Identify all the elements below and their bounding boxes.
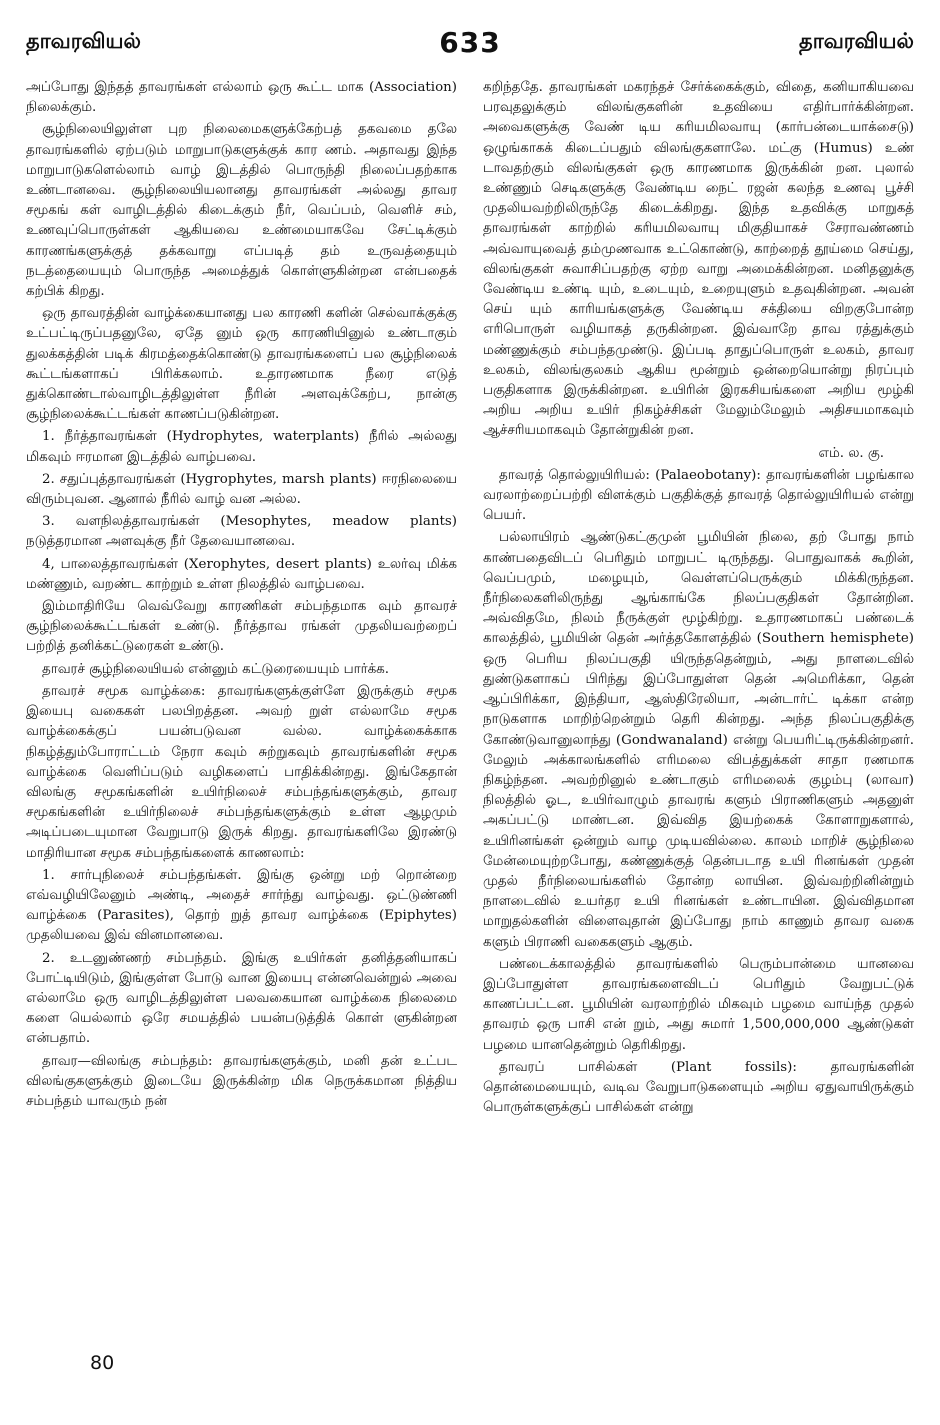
section-paragraph: தாவரச் சமூக வாழ்க்கை: தாவரங்களுக்குள்ளே இருக்கும் சமூக இயைபு வகைகள் பலபிறத்தன. அவற் றுள் எல்லாமே சமூக வாழ்க்கைக்குப் பயன்படுவன வல்ல. வாழ்க்கைக்காக நிகழ்த்தும்போராட்டம் நேரா கவும் சுற்றுகவும் தாவரங்களின் சமூக வாழ்க்கை வெளிப்படும் வழிகளைப் பாதிக்கின்றது. இங்கேதான் விலங்கு சமூகங்களின் உயிர்நிலைச் சம்பந்தங்களுக்கும், தாவர சமூகங்களின் உயிர்நிலைச் சம்பந்தங்களுக்கும் உள்ள ஆழமும் அடிப்படையுமான வேறுபாடு இருக் கிறது. தாவரங்களிலே இரண்டு மாதிரியான சமூக சம்பந்தங்களைக் காணலாம்: <box>26 683 457 861</box>
paragraph: இம்மாதிரியே வெவ்வேறு காரணிகள் சம்பந்தமாக வும் தாவரச் சூழ்நிலைக்கூட்டங்கள் உண்டு. நீர்த்தாவ ரங்கள் முதலியவற்றைப் பற்றித் தனிக்கட்டுரைகள் உண்டு. <box>26 599 457 655</box>
list-item: 2. சதுப்புத்தாவரங்கள் (Hygrophytes, marsh plants) ஈரநிலையை விரும்புவன. ஆனால் நீரில் வாழ் வன அல்ல. <box>26 471 457 508</box>
list-item: 1. சார்புநிலைச் சம்பந்தங்கள். இங்கு ஒன்று மற் றொன்றை எவ்வழியிலேனும் அண்டி, அதைச் சார்ந்து வாழ்வது. ஒட்டுண்ணி வாழ்க்கை (Parasites), தொற் றுத் தாவர வாழ்க்கை (Epiphytes) முதலியவை இவ் வினமானவை. <box>26 867 457 944</box>
list-item: 2. உடனுண்ணற் சம்பந்தம். இங்கு உயிர்கள் தனித்தனியாகப் போட்டியிடும், இங்குள்ள போடு வான இயைபு என்னவென்றுல் அவை எல்லாமே ஒரு வாழிடத்திலுள்ள பலவகையான வாழ்க்கை நிலைமை களை யெல்லாம் ஒரே சமயத்தில் பயன்படுத்திக் கொள் ளுகின்றன என்பதாம். <box>26 950 457 1047</box>
page-header <box>26 20 914 64</box>
list-item: 3. வளநிலத்தாவரங்கள் (Mesophytes, meadow plants) நடுத்தரமான அளவுக்கு நீர் தேவையானவை. <box>26 514 457 550</box>
section-paragraph: தாவர—விலங்கு சம்பந்தம்: தாவரங்களுக்கும், மனி தன் உட்பட விலங்குகளுக்கும் இடையே இருக்கின்ற மிக நெருக்கமான நித்திய சம்பந்தம் யாவரும் நன் <box>26 1053 457 1109</box>
list-item: 4, பாலைத்தாவரங்கள் (Xerophytes, desert plants) உலர்வு மிக்க மண்ணும், வறண்ட காற்றும் உள்ள நிலத்தில் வாழ்பவை. <box>26 556 457 592</box>
list-item: 1. நீர்த்தாவரங்கள் (Hydrophytes, waterplants) நீரில் அல்லது மிகவும் ஈரமான இடத்தில் வாழ்பவை. <box>26 429 457 465</box>
paragraph: ஒரு தாவரத்தின் வாழ்க்கையானது பல காரணி களின் செல்வாக்குக்கு உட்பட்டிருப்பதனுலே, ஏதே னும் ஒரு காரணியினுல் உண்டாகும் துலக்கத்தின் படிக் கிரமத்தைக்கொண்டு தாவரங்களைப் பல சூழ்நிலைக் கூட்டங்களாகப் பிரிக்கலாம். உதாரணமாக நீரை எடுத் துக்கொண்டால்வாழிடத்திலுள்ள நீரின் அளவுக்கேற்ப, நான்கு சூழ்நிலைக்கூட்டங்கள் காணப்படுகின்றன. <box>26 306 457 423</box>
paragraph: பல்லாயிரம் ஆண்டுகட்குமுன் பூமியின் நிலை, தற் போது நாம் காண்பதைவிடப் பெரிதும் மாறுபட் டிருந்தது. பொதுவாகக் கூறின், வெப்பமும், மழையும், வெள்ளப்பெருக்கும் மிக்கிருந்தன. நீர்நிலைகளிலிருந்து ஆங்காங்கே நிலப்பகுதிகள் தோன்றின. அவ்விதமே, நிலம் நீருக்குள் மூழ்கிற்று. உதாரணமாகப் பண்டைக் காலத்தில், பூமியின் தென் அர்த்தகோளத்தில் (Southern hemisphete) ஒரு பெரிய நிலப்பகுதி யிருந்ததென்றும், அது நாளடைவில் துண்டுகளாகப் பிரிந்து இப்போதுள்ள தென் அமெரிக்கா, தென் ஆப்பிரிக்கா, இந்தியா, ஆஸ்திரேலியா, அன்டார்ட் டிக்கா என்ற நாடுகளாக மாறிற்றென்றும் தெரி கின்றது. அந்த நிலப்பகுதிக்கு கோண்டுவானுலாந்து (Gondwanaland) என்று பெயரிட்டிருக்கின்றனர். மேலும் அக்காலங்களில் எரிமலை விபத்துக்கள் சாதா ரணமாக நிகழ்ந்தன. அவற்றினுல் உண்டாகும் எரிமலைக் குழம்பு (லாவா) நிலத்தில் ஓட, உயிர்வாழும் தாவரங் களும் பிராணிகளும் அதனுள் அகப்பட்டு மாண்டன. இவ்வித இயற்கைக் கோளாறுகளால், உயிரினங்கள் ஒன்றும் வாழ முடியவில்லை. காலம் மாறிச் சூழ்நிலை மேன்மையுற்றபோது, கண்ணுக்குத் தென்படாத உயி ரினங்கள் முதன் முதல் நீர்நிலையங்களில் தோன்ற லாயின. இவ்வற்றினின்றும் நாளடைவில் உயர்தர உயி ரினங்கள் உண்டாயின. இவ்விதமான மாறுதல்களின் விளைவுதான் இப்போது நாம் காணும் தாவர வகை களும் பிராணி வகைகளும் ஆகும். <box>483 530 914 950</box>
paragraph: சூழ்நிலையிலுள்ள புற நிலைமைகளுக்கேற்பத் தகவமை தலே தாவரங்களில் ஏற்படும் மாறுபாடுகளுக்குக் கார ணம். அதாவது இந்த மாறுபாடுகளெல்லாம் வாழ் இடத்தில் பொருந்தி நிலைப்பதற்காக உண்டானவை. சூழ்நிலையியலானது தாவரங்கள் அல்லது தாவர சமூகங் கள் வாழிடத்தில் கிடைக்கும் நீர், வெப்பம், வெளிச் சம், உணவுப்பொருள்கள் ஆகியவை உண்மையாகவே சேட்டிக்கும் காரணங்களுக்குத் தக்கவாறு எப்படித் தம் உருவத்தையும் நடத்தையையும் பொருந்த அமைத்துக் கொள்ளுகின்றன என்பதைக் கற்பிக் கிறது. <box>26 122 457 300</box>
section-paragraph: தாவரத் தொல்லுயிரியல்: (Palaeobotany): தாவரங்களின் பழங்கால வரலாற்றைப்பற்றி விளக்கும் பகுதிக்குத் தாவரத் தொல்லுயிரியல் என்று பெயர். <box>483 467 914 524</box>
left-column <box>26 78 457 1340</box>
right-column <box>483 78 914 1340</box>
paragraph: அப்போது இந்தத் தாவரங்கள் எல்லாம் ஒரு கூட்ட மாக (Association) நிலைக்கும். <box>26 80 457 116</box>
text-columns <box>26 78 914 1340</box>
left-running-title: தாவரவியல் <box>26 28 141 53</box>
paragraph: பண்டைக்காலத்தில் தாவரங்களில் பெரும்பான்மை யானவை இப்போதுள்ள தாவரங்களைவிடப் பெரிதும் வேறுபட்டுக் காணப்பட்டன. பூமியின் வரலாற்றில் மிகவும் பழமை வாய்ந்த முதல் தாவரம் ஒரு பாசி என் றும், அது சுமார் 1,500,000,000 ஆண்டுகள் பழமை யானதென்றும் தெரிகிறது. <box>483 956 914 1053</box>
right-running-title: தாவரவியல் <box>799 28 914 53</box>
section-paragraph: தாவரப் பாசில்கள் (Plant fossils): தாவரங்களின் தொன்மையையும், வடிவ வேறுபாடுகளையும் அறிய ஏதுவாயிருக்கும் பொருள்களுக்குப் பாசில்கள் என்று <box>483 1059 914 1116</box>
page-number: 633 <box>439 25 501 59</box>
author-signature: எம். ல. கு. <box>818 445 884 461</box>
paragraph: தாவரச் சூழ்நிலையியல் என்னும் கட்டுரையையும் பார்க்க. <box>42 661 389 677</box>
paragraph: கறிந்ததே. தாவரங்கள் மகரந்தச் சேர்க்கைக்கும், விதை, கனியாகியவை பரவுதலுக்கும் விலங்குகளின் உதவியை எதிர்பார்க்கின்றன. அவைகளுக்கு வேண் டிய கரியமிலவாயு (கார்பன்டையாக்சைடு) ஒழுங்காகக் கிடைப்பதும் விலங்குகளாலே. மட்கு (Humus) உண் டாவதற்கும் விலங்குகள் ஒரு காரணமாக இருக்கின் றன. புலால் உண்ணும் செடிகளுக்கு வேண்டிய நைட் ரஜன் கலந்த உணவு பூச்சி முதலியவற்றிலிருந்தே கிடைக்கிறது. இந்த உதவிக்கு மாறுகத் தாவரங்கள் காற்றில் கரியமிலவாயு மிகுதியாகச் சேராவண்ணம் அவ்வாயுவைத் தம்முணவாக உட்கொண்டு, காற்றைத் தூய்மை செய்து, விலங்குகள் சுவாசிப்பதற்கு ஏற்ற வாறு அமைக்கின்றன. மனிதனுக்கு வேண்டிய உண்டி யும், உடையும், உறையுளும் உதவுகின்றன. அவன் செய் யும் காரியங்களுக்கு வேண்டிய சக்தியை விறகுபோன்ற எரிபொருள் வழியாகத் தருகின்றன. இவ்வாறே தாவ ரத்துக்கும் மண்ணுக்கும் சம்பந்தமுண்டு. இப்படி தாதுப்பொருள் உலகம், தாவர உலகம், விலங்குலகம் ஆகிய மூன்றும் ஒன்றையொன்று நிரப்பும் பகுதிகளாக இருக்கின்றன. உயிரின் இரகசியங்களை அறிய மூழ்கி அறிய அறிய உயிர் நிகழ்ச்சிகள் மேலும்மேலும் அதிசயமாகவும் ஆச்சரியமாகவும் தோன்றுகின் றன. <box>483 80 914 439</box>
footer-number: 80 <box>90 1352 115 1374</box>
